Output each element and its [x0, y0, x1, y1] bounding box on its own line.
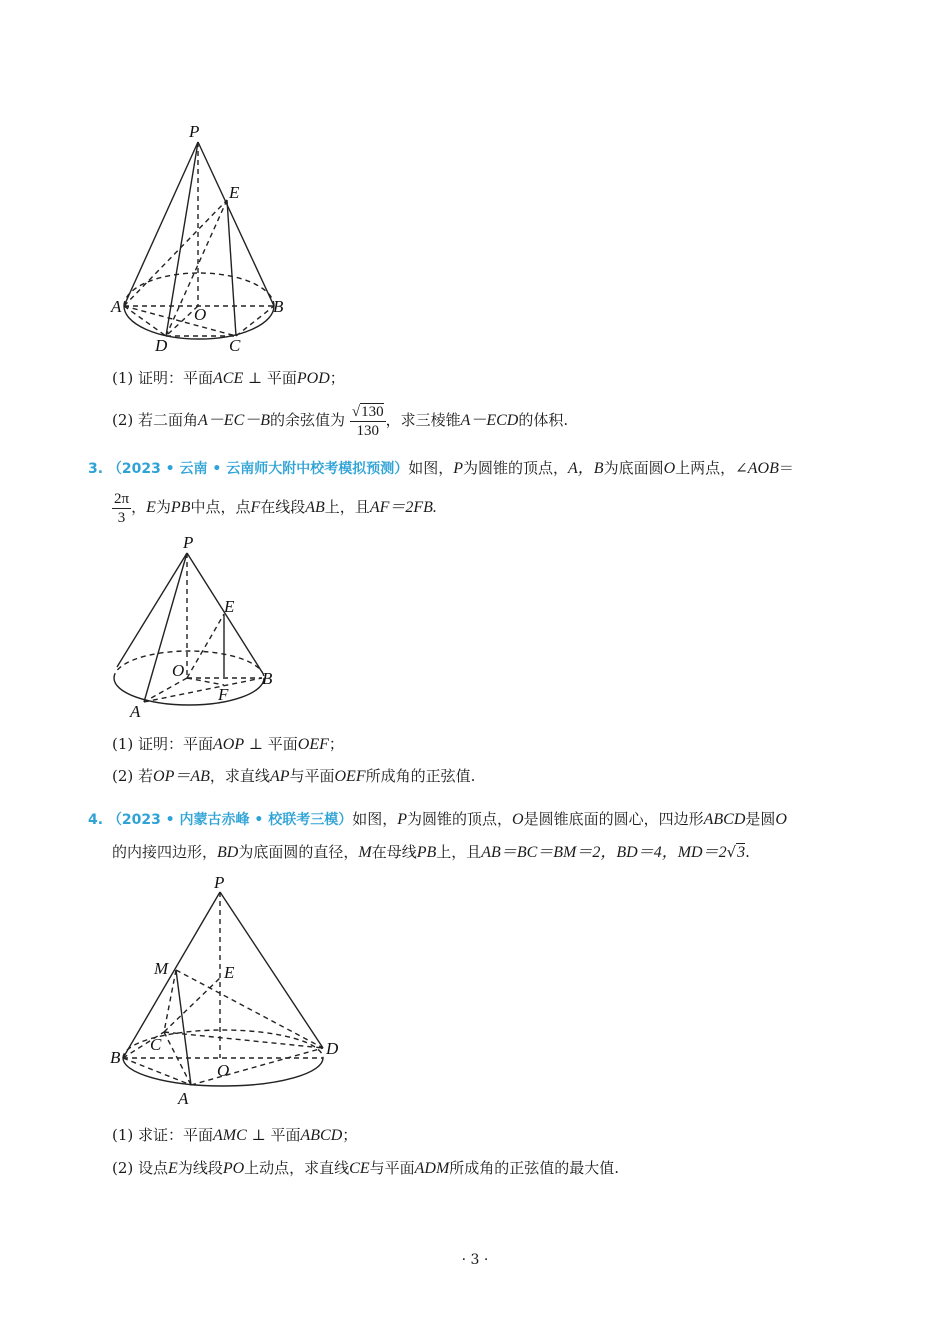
- label-B: B: [273, 297, 284, 316]
- label3-E: E: [224, 963, 235, 982]
- label2-E: E: [224, 597, 235, 616]
- p4-question-2: (2) 设点E为线段PO上动点，求直线CE与平面ADM所成角的正弦值的最大值.: [112, 1159, 620, 1177]
- label-D: D: [155, 336, 168, 355]
- label3-O: O: [217, 1061, 230, 1080]
- figure-cone-3: [100, 870, 360, 1110]
- label2-A: A: [130, 702, 141, 721]
- p4-statement-line1: 4. （2023 • 内蒙古赤峰 • 校联考三模）如图，P为圆锥的顶点，O是圆锥底面的圆心，四边形ABCD是圆O: [88, 810, 787, 828]
- label2-O: O: [172, 661, 185, 680]
- angle-fraction: $\frac{2\pi}{3}$: [114, 490, 130, 526]
- label3-B: B: [110, 1048, 121, 1067]
- p4-number: 4.: [88, 812, 104, 828]
- p3-question-1: (1) 证明：平面AOP ⊥ 平面OEF；: [112, 735, 344, 753]
- label2-B: B: [262, 669, 273, 688]
- p4-statement-line2: 的内接四边形，BD为底面圆的直径，M在母线PB上，且AB＝BC＝BM＝2，BD＝4，MD＝2√3.: [112, 843, 750, 861]
- edge2-left: [117, 553, 187, 667]
- seg3-MD: [176, 970, 323, 1048]
- label-A: A: [111, 297, 122, 316]
- seg-CB: [236, 306, 274, 336]
- seg2-OE: [187, 614, 224, 678]
- label-P: P: [189, 122, 200, 141]
- seg3-BA: [123, 1058, 191, 1085]
- label-E: E: [229, 183, 240, 202]
- seg-AE: [124, 200, 227, 306]
- base-ellipse-back: [124, 273, 274, 306]
- label3-P: P: [214, 873, 225, 892]
- seg3-CD: [164, 1032, 323, 1048]
- p3-question-2: (2) 若OP＝AB，求直线AP与平面OEF所成角的正弦值.: [112, 767, 476, 785]
- label2-P: P: [183, 533, 194, 552]
- edge3-PB: [123, 892, 220, 1058]
- label3-M: M: [154, 959, 169, 978]
- seg-AC: [124, 306, 236, 336]
- edge3-PD: [220, 892, 323, 1048]
- page-number: · 3 ·: [461, 1252, 489, 1268]
- p4-source: （2023 • 内蒙古赤峰 • 校联考三模）: [107, 812, 353, 828]
- seg3-CE: [164, 978, 220, 1032]
- figure-cone-2: [100, 530, 300, 725]
- p3-number: 3.: [88, 461, 104, 477]
- label3-D: D: [326, 1039, 339, 1058]
- edge-PA: [124, 142, 198, 306]
- cosine-fraction: $\frac{√130}{130}$: [351, 403, 384, 439]
- seg2-AB: [144, 678, 262, 702]
- p2-question-2: (2) 若二面角A－EC－B的余弦值为 $\frac{√130}{130}$ ，求三棱锥A－ECD的体积.: [112, 403, 569, 439]
- edge-PB: [198, 142, 274, 306]
- label3-A: A: [178, 1089, 189, 1108]
- p3-statement-line1: 3. （2023 • 云南 • 云南师大附中校考模拟预测）如图，P为圆锥的顶点，A，B为底面圆O上两点，∠AOB＝: [88, 459, 794, 477]
- seg3-MA: [176, 970, 191, 1085]
- p2-question-1: (1) 证明：平面ACE ⊥ 平面POD；: [112, 369, 345, 387]
- label-O: O: [194, 305, 207, 324]
- p3-source: （2023 • 云南 • 云南师大附中校考模拟预测）: [107, 461, 409, 477]
- seg2-OF: [187, 678, 224, 685]
- p3-statement-line2: $\frac{2\pi}{3}$ ，E为PB中点，点F在线段AB上，且AF＝2FB.: [114, 490, 437, 526]
- label-C: C: [229, 336, 241, 355]
- seg3-AD: [191, 1048, 323, 1085]
- label2-F: F: [218, 685, 229, 704]
- figure-cone-1: [100, 120, 300, 360]
- p4-question-1: (1) 求证：平面AMC ⊥ 平面ABCD；: [112, 1126, 358, 1144]
- label3-C: C: [150, 1035, 162, 1054]
- seg-AD: [124, 306, 166, 336]
